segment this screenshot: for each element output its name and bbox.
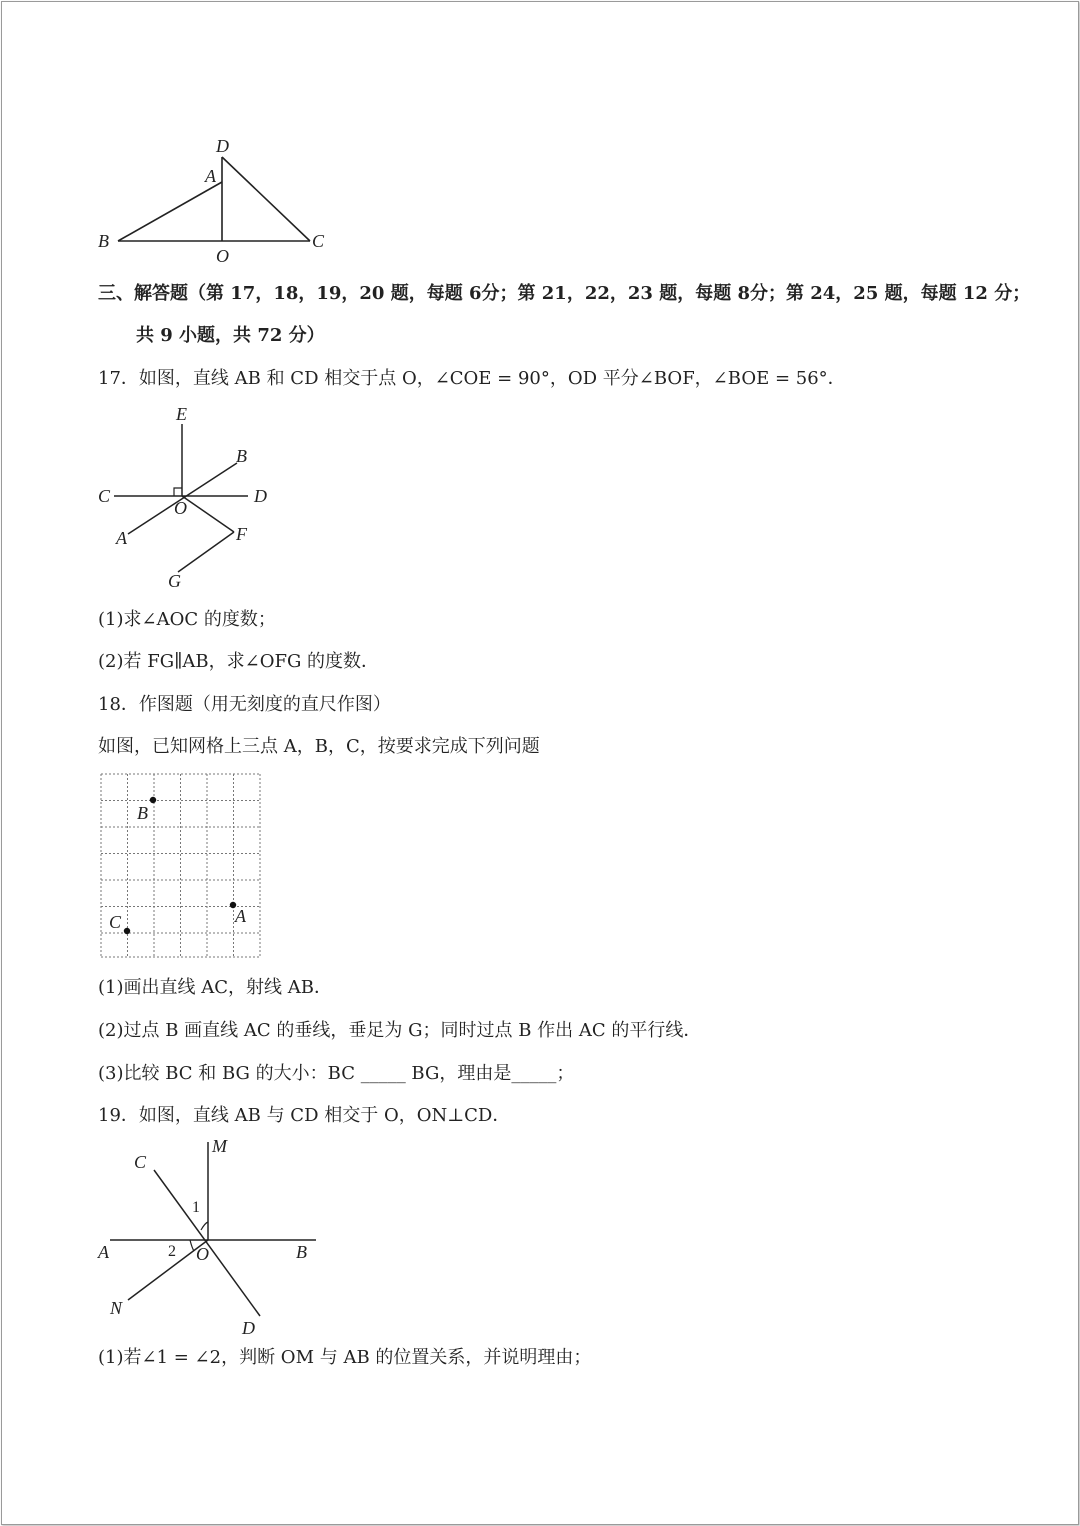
segment-fg bbox=[178, 532, 234, 572]
q17-part1: (1)求∠AOC 的度数； bbox=[98, 609, 276, 630]
q19-figure bbox=[90, 1130, 330, 1340]
point-c bbox=[124, 928, 130, 934]
triangle-figure bbox=[90, 130, 350, 270]
label-f: F bbox=[236, 524, 247, 544]
label-d: D bbox=[216, 136, 229, 156]
q18-intro: 如图，已知网格上三点 A，B，C，按要求完成下列问题 bbox=[98, 736, 540, 757]
section3-heading-line1: 三、解答题（第 17，18，19，20 题，每题 6分；第 21，22，23 题，每题 8分；第 24，25 题，每题 12 分； bbox=[98, 283, 1031, 304]
q17-figure bbox=[90, 400, 290, 595]
q19-stem: 19．如图，直线 AB 与 CD 相交于 O，ON⊥CD． bbox=[98, 1105, 511, 1126]
label-a: A bbox=[116, 528, 127, 548]
label-e: E bbox=[176, 404, 187, 424]
ray-of bbox=[182, 496, 234, 532]
q19-part1: (1)若∠1 = ∠2，判断 OM 与 AB 的位置关系，并说明理由； bbox=[98, 1347, 592, 1368]
label-c: C bbox=[134, 1152, 147, 1172]
q17-part2: (2)若 FG∥AB，求∠OFG 的度数． bbox=[98, 651, 380, 672]
point-b bbox=[150, 797, 156, 803]
q18-part3: (3)比较 BC 和 BG 的大小：BC _____ BG，理由是_____； bbox=[98, 1063, 575, 1084]
label-b: B bbox=[98, 231, 109, 251]
segment-ba bbox=[118, 182, 222, 241]
label-d: D bbox=[242, 1318, 255, 1338]
label-a: A bbox=[205, 166, 216, 186]
label-o: O bbox=[174, 498, 187, 518]
label-b: B bbox=[296, 1242, 307, 1262]
q17-stem: 17．如图，直线 AB 和 CD 相交于点 O，∠COE = 90°，OD 平分∠BOF，∠BOE = 56°． bbox=[98, 368, 846, 389]
section3-heading-line2: 共 9 小题，共 72 分） bbox=[136, 325, 325, 346]
label-b: B bbox=[236, 446, 247, 466]
segment-dc bbox=[222, 157, 310, 241]
label-c: C bbox=[312, 231, 325, 251]
label-o: O bbox=[196, 1244, 209, 1264]
label-n: N bbox=[110, 1298, 123, 1318]
right-angle-mark bbox=[174, 488, 182, 496]
label-c: C bbox=[98, 486, 111, 506]
label-g: G bbox=[168, 571, 181, 591]
label-angle-2: 2 bbox=[168, 1243, 176, 1260]
angle-2-arc bbox=[190, 1240, 194, 1251]
label-angle-1: 1 bbox=[192, 1199, 200, 1216]
label-a: A bbox=[235, 906, 246, 926]
label-b: B bbox=[137, 803, 148, 823]
q18-part2: (2)过点 B 画直线 AC 的垂线，垂足为 G；同时过点 B 作出 AC 的平行线． bbox=[98, 1020, 702, 1041]
label-m: M bbox=[212, 1136, 227, 1156]
q18-part1: (1)画出直线 AC，射线 AB． bbox=[98, 977, 332, 998]
label-c: C bbox=[109, 912, 122, 932]
label-a: A bbox=[98, 1242, 109, 1262]
q18-stem: 18．作图题（用无刻度的直尺作图） bbox=[98, 694, 391, 715]
label-o: O bbox=[216, 246, 229, 266]
label-d: D bbox=[254, 486, 267, 506]
q18-grid-figure bbox=[95, 768, 270, 963]
angle-1-arc bbox=[201, 1222, 208, 1230]
